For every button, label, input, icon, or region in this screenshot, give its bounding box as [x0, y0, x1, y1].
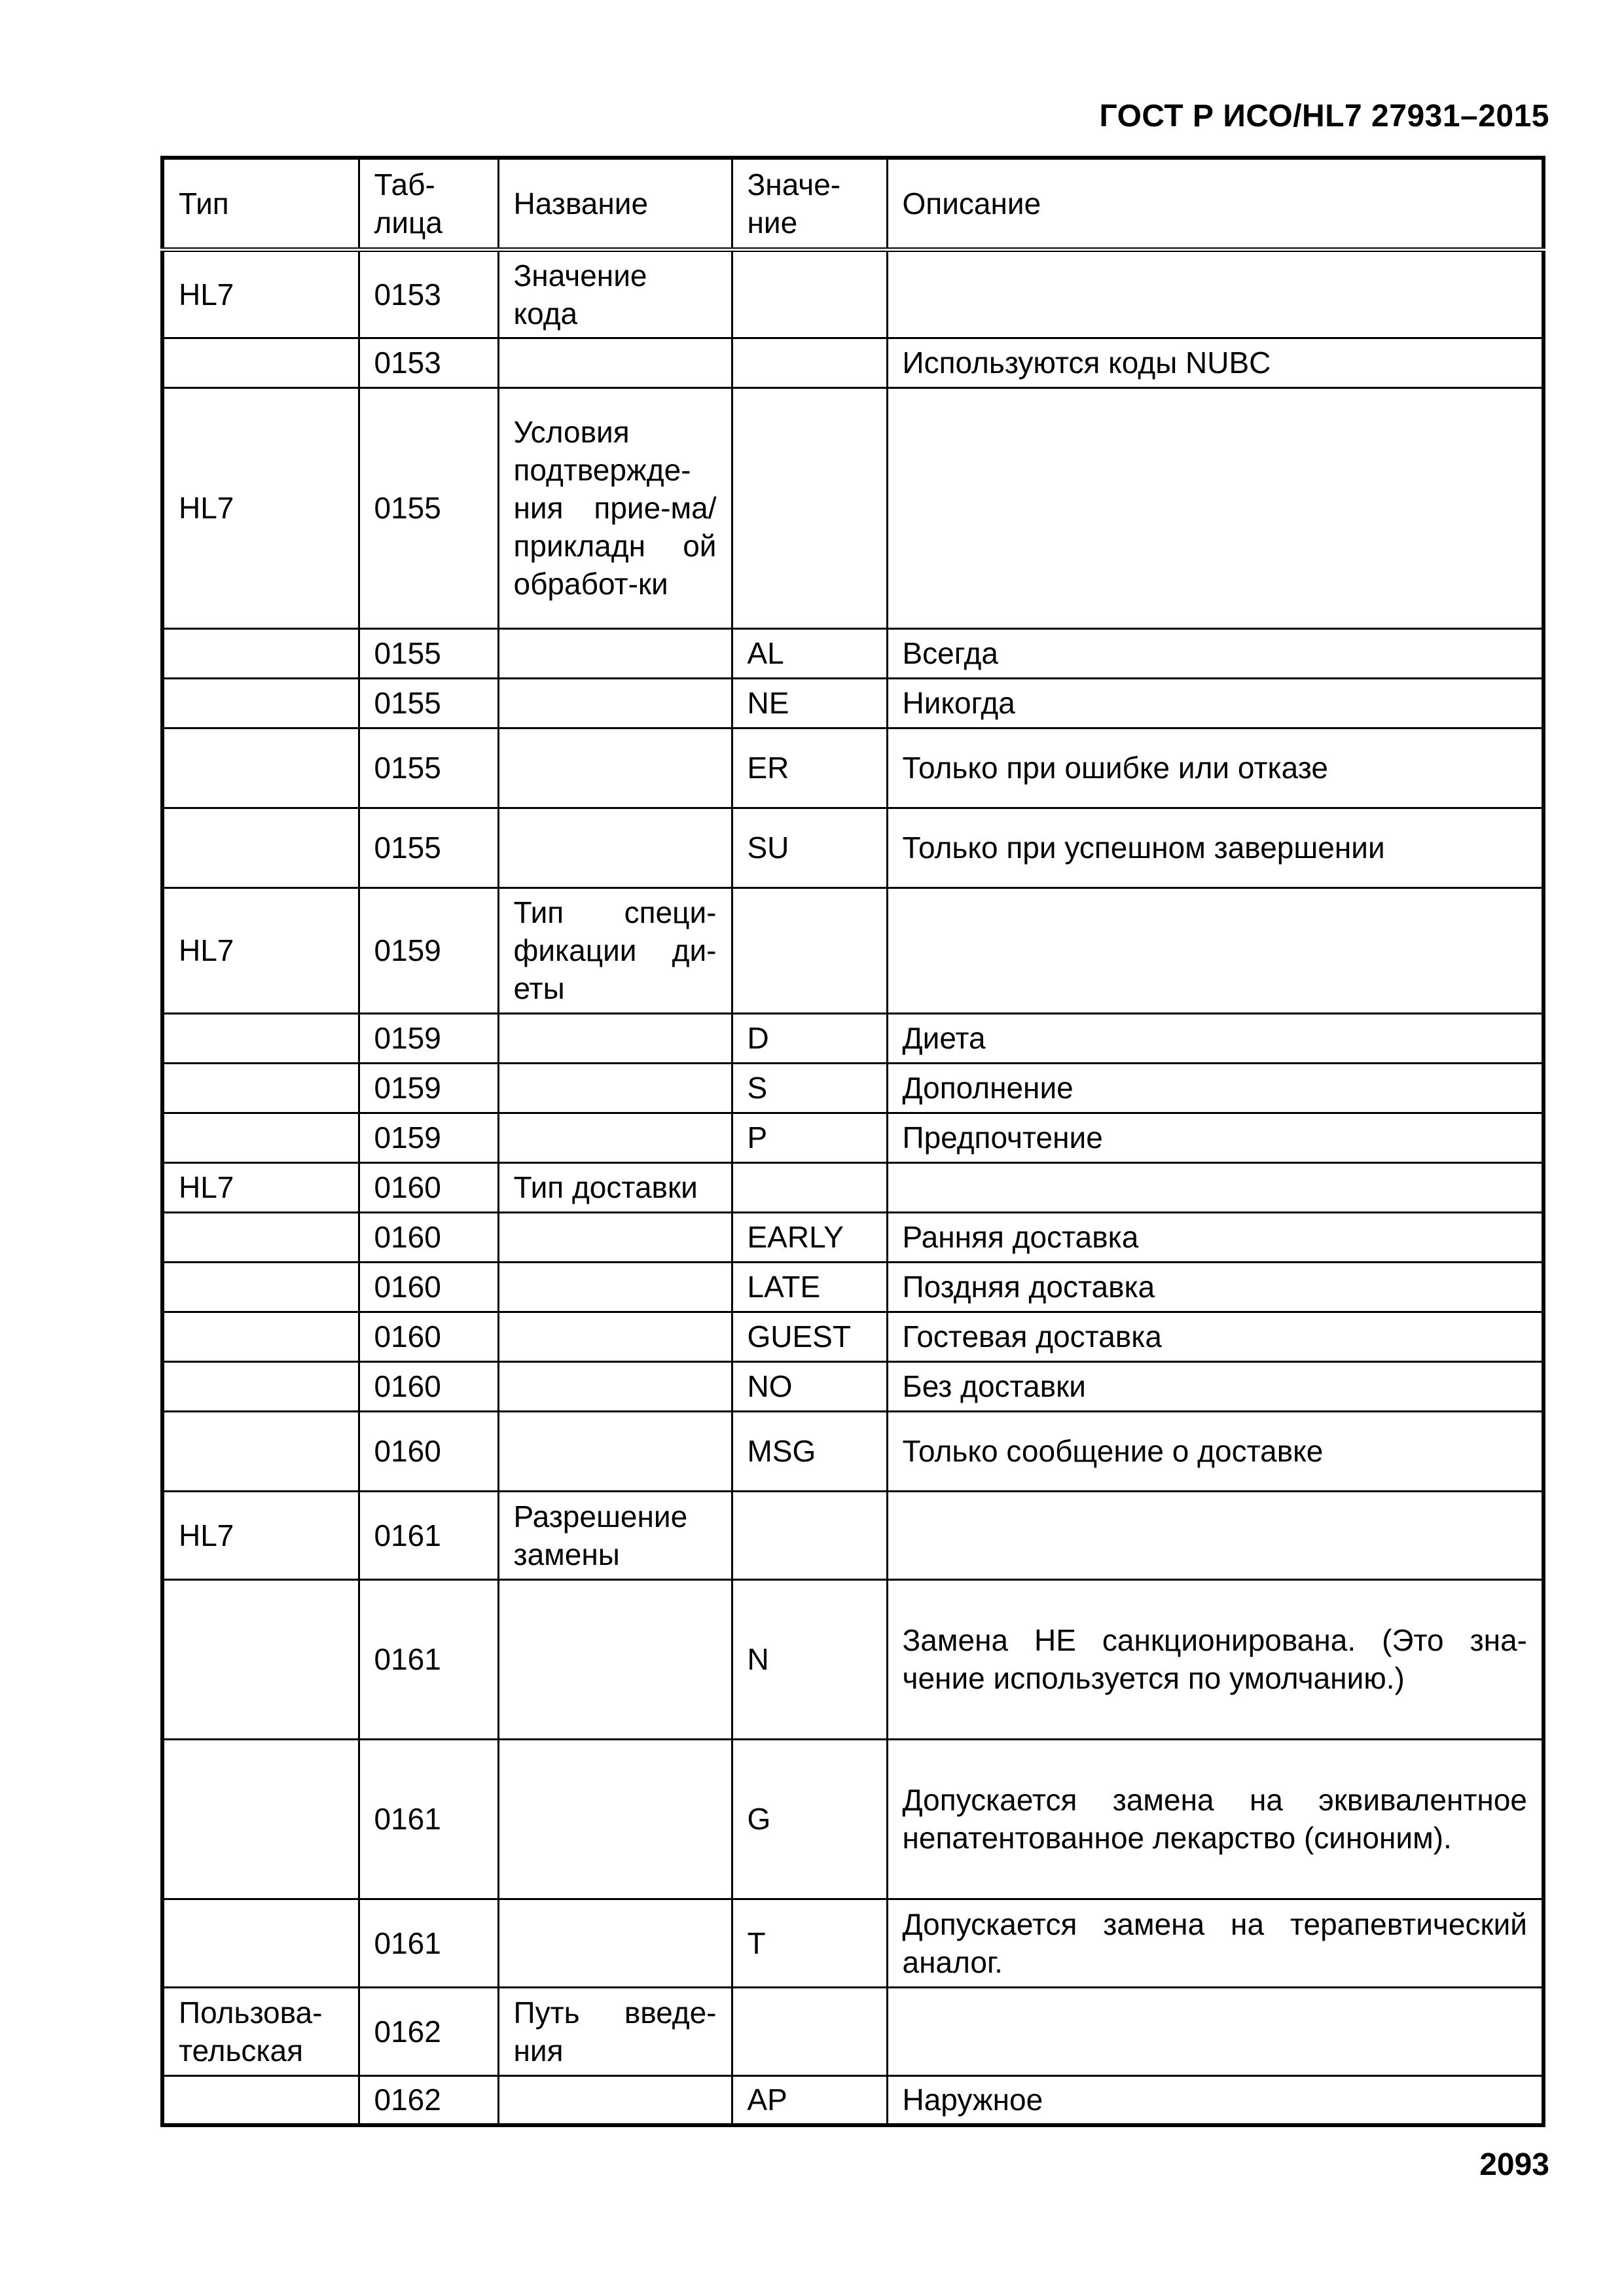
cell-desc	[887, 888, 1543, 1013]
cell-value	[732, 249, 887, 338]
cell-type	[162, 1113, 359, 1162]
cell-table: 0160	[359, 1312, 498, 1361]
cell-type	[162, 808, 359, 888]
cell-type	[162, 1361, 359, 1411]
cell-type	[162, 1739, 359, 1899]
cell-table: 0155	[359, 387, 498, 628]
cell-value: AP	[732, 2075, 887, 2125]
column-header: Таб- лица	[359, 158, 498, 249]
cell-name	[498, 728, 732, 808]
table-row	[162, 1013, 1543, 1063]
cell-table: 0159	[359, 1013, 498, 1063]
cell-table: 0160	[359, 1262, 498, 1312]
table-row	[162, 808, 1543, 888]
cell-name	[498, 678, 732, 728]
column-header: Значе- ние	[732, 158, 887, 249]
cell-table: 0153	[359, 249, 498, 338]
table-row	[162, 2075, 1543, 2125]
cell-desc: Предпочтение	[887, 1113, 1543, 1162]
cell-name	[498, 1579, 732, 1739]
table-row	[162, 678, 1543, 728]
cell-table: 0159	[359, 888, 498, 1013]
cell-type	[162, 338, 359, 387]
cell-value	[732, 888, 887, 1013]
table-row	[162, 338, 1543, 387]
cell-desc: Замена НЕ санкционирована. (Это зна-чение используется по умолчанию.)	[887, 1579, 1543, 1739]
cell-type: HL7	[162, 1491, 359, 1579]
cell-name	[498, 338, 732, 387]
cell-table: 0153	[359, 338, 498, 387]
cell-table: 0160	[359, 1212, 498, 1262]
cell-value	[732, 1162, 887, 1212]
cell-value	[732, 1987, 887, 2075]
cell-table: 0162	[359, 1987, 498, 2075]
cell-type	[162, 1063, 359, 1113]
cell-type: HL7	[162, 249, 359, 338]
cell-table: 0155	[359, 628, 498, 678]
table-row	[162, 1361, 1543, 1411]
cell-value: SU	[732, 808, 887, 888]
cell-table: 0160	[359, 1361, 498, 1411]
cell-name	[498, 1212, 732, 1262]
cell-desc: Допускается замена на эквивалентное непатентованное лекарство (синоним).	[887, 1739, 1543, 1899]
cell-table: 0161	[359, 1899, 498, 1987]
cell-type	[162, 1212, 359, 1262]
cell-desc: Только при успешном завершении	[887, 808, 1543, 888]
cell-value: MSG	[732, 1411, 887, 1491]
cell-name: Путь введе-ния	[498, 1987, 732, 2075]
cell-name	[498, 1899, 732, 1987]
cell-name	[498, 628, 732, 678]
table-row	[162, 1739, 1543, 1899]
cell-type: HL7	[162, 387, 359, 628]
cell-table: 0160	[359, 1411, 498, 1491]
cell-name	[498, 1411, 732, 1491]
cell-value: D	[732, 1013, 887, 1063]
cell-name	[498, 1361, 732, 1411]
cell-desc	[887, 1491, 1543, 1579]
cell-type	[162, 1411, 359, 1491]
document-header: ГОСТ Р ИСО/HL7 27931–2015	[1099, 99, 1549, 134]
table-row	[162, 1063, 1543, 1113]
cell-value	[732, 1491, 887, 1579]
cell-desc: Никогда	[887, 678, 1543, 728]
cell-value: EARLY	[732, 1212, 887, 1262]
table-row	[162, 728, 1543, 808]
cell-name	[498, 1013, 732, 1063]
cell-desc	[887, 387, 1543, 628]
cell-desc	[887, 1162, 1543, 1212]
cell-type	[162, 1013, 359, 1063]
code-table	[160, 156, 1545, 2127]
cell-table: 0159	[359, 1063, 498, 1113]
cell-type: Пользова- тельская	[162, 1987, 359, 2075]
table-row	[162, 1113, 1543, 1162]
cell-value: LATE	[732, 1262, 887, 1312]
cell-desc: Поздняя доставка	[887, 1262, 1543, 1312]
page-number: 2093	[1479, 2147, 1549, 2182]
cell-name: Условия подтвержде-ния прие-ма/прикладн ой обработ-ки	[498, 387, 732, 628]
cell-value: NE	[732, 678, 887, 728]
cell-type	[162, 1899, 359, 1987]
cell-table: 0161	[359, 1491, 498, 1579]
column-header: Тип	[162, 158, 359, 249]
cell-desc: Только при ошибке или отказе	[887, 728, 1543, 808]
cell-value: N	[732, 1579, 887, 1739]
cell-desc: Используются коды NUBC	[887, 338, 1543, 387]
cell-table: 0159	[359, 1113, 498, 1162]
column-header: Описание	[887, 158, 1543, 249]
cell-table: 0155	[359, 728, 498, 808]
cell-value: ER	[732, 728, 887, 808]
cell-name	[498, 1113, 732, 1162]
table-row	[162, 387, 1543, 628]
cell-name	[498, 1262, 732, 1312]
cell-name	[498, 1312, 732, 1361]
cell-table: 0155	[359, 678, 498, 728]
table-row	[162, 1987, 1543, 2075]
cell-desc: Диета	[887, 1013, 1543, 1063]
cell-type	[162, 2075, 359, 2125]
table-row	[162, 888, 1543, 1013]
cell-desc: Только сообщение о доставке	[887, 1411, 1543, 1491]
cell-type	[162, 1312, 359, 1361]
cell-type	[162, 678, 359, 728]
cell-desc: Гостевая доставка	[887, 1312, 1543, 1361]
cell-desc: Всегда	[887, 628, 1543, 678]
cell-value: GUEST	[732, 1312, 887, 1361]
cell-type	[162, 1262, 359, 1312]
cell-name	[498, 2075, 732, 2125]
cell-name	[498, 1063, 732, 1113]
cell-desc: Дополнение	[887, 1063, 1543, 1113]
cell-desc: Без доставки	[887, 1361, 1543, 1411]
cell-name: Тип доставки	[498, 1162, 732, 1212]
cell-table: 0161	[359, 1739, 498, 1899]
cell-table: 0160	[359, 1162, 498, 1212]
cell-desc	[887, 249, 1543, 338]
cell-type: HL7	[162, 1162, 359, 1212]
cell-desc	[887, 1987, 1543, 2075]
cell-table: 0161	[359, 1579, 498, 1739]
cell-value: P	[732, 1113, 887, 1162]
cell-type	[162, 628, 359, 678]
cell-name	[498, 808, 732, 888]
table-row	[162, 1212, 1543, 1262]
table-row	[162, 249, 1543, 338]
cell-table: 0162	[359, 2075, 498, 2125]
table-row	[162, 1312, 1543, 1361]
table-row	[162, 1491, 1543, 1579]
cell-desc: Допускается замена на терапевтический аналог.	[887, 1899, 1543, 1987]
cell-type	[162, 1579, 359, 1739]
cell-name: Разрешение замены	[498, 1491, 732, 1579]
cell-type: HL7	[162, 888, 359, 1013]
cell-value: AL	[732, 628, 887, 678]
cell-name	[498, 1739, 732, 1899]
cell-table: 0155	[359, 808, 498, 888]
table-row	[162, 1262, 1543, 1312]
cell-value	[732, 338, 887, 387]
table-row	[162, 1162, 1543, 1212]
cell-value: G	[732, 1739, 887, 1899]
column-header: Название	[498, 158, 732, 249]
table-row	[162, 628, 1543, 678]
cell-type	[162, 728, 359, 808]
cell-desc: Ранняя доставка	[887, 1212, 1543, 1262]
table-row	[162, 1411, 1543, 1491]
cell-name: Тип специ-фикации ди-еты	[498, 888, 732, 1013]
cell-name: Значение кода	[498, 249, 732, 338]
cell-value: S	[732, 1063, 887, 1113]
cell-desc: Наружное	[887, 2075, 1543, 2125]
cell-value: NO	[732, 1361, 887, 1411]
table-row	[162, 1579, 1543, 1739]
table-row	[162, 1899, 1543, 1987]
cell-value: T	[732, 1899, 887, 1987]
table-header-row	[162, 158, 1543, 249]
cell-value	[732, 387, 887, 628]
